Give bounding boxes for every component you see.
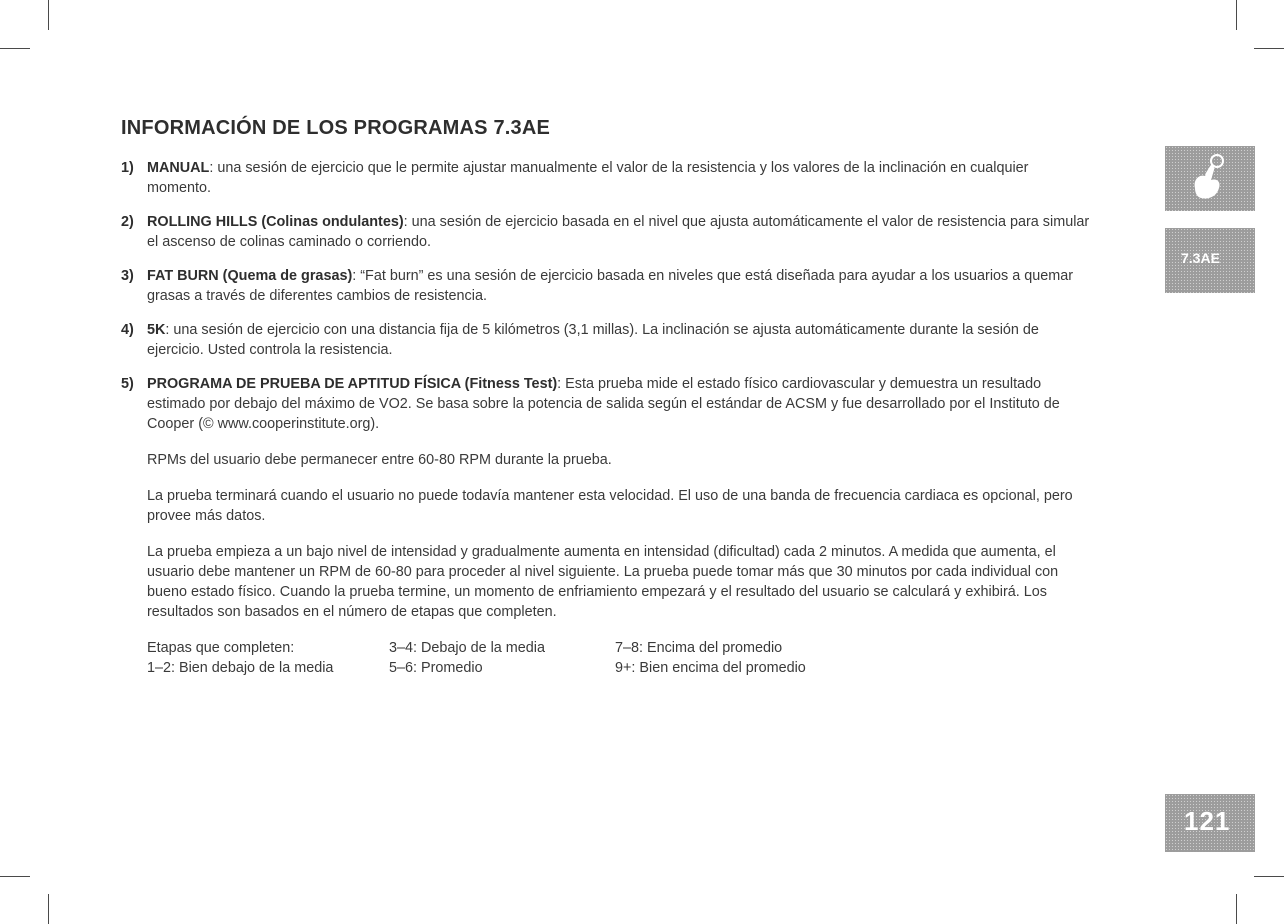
model-label: 7.3AE (1181, 250, 1220, 266)
stages-cell: 9+: Bien encima del promedio (615, 660, 806, 676)
model-tab (1165, 228, 1255, 293)
item-text (147, 320, 1091, 360)
page-number: 121 (1184, 806, 1231, 836)
program-description: : una sesión de ejercicio con una distancia fija de 5 kilómetros (3,1 millas). La inclinación se ajusta automáticamente durante la sesión de ejercicio. Usted controla la resistencia. (147, 322, 1039, 358)
program-name: FAT BURN (Quema de grasas) (147, 268, 353, 284)
program-item-rolling-hills (121, 212, 1091, 252)
stages-column (147, 638, 333, 678)
program-name: ROLLING HILLS (Colinas ondulantes) (147, 214, 404, 230)
crop-mark (1236, 894, 1237, 924)
item-text (147, 266, 1091, 306)
crop-mark (1236, 0, 1237, 30)
stages-column (389, 638, 545, 678)
touch-tab (1165, 146, 1255, 211)
program-item-fat-burn (121, 266, 1091, 306)
program-item-manual (121, 158, 1091, 198)
crop-mark (0, 876, 30, 877)
fitness-test-paragraph: RPMs del usuario debe permanecer entre 60-80 RPM durante la prueba. (147, 452, 612, 468)
program-item-fitness-test (121, 374, 1091, 678)
item-text (147, 374, 1091, 434)
item-number: 5) (121, 376, 134, 392)
item-number: 3) (121, 268, 134, 284)
program-name: MANUAL (147, 160, 210, 176)
item-number: 2) (121, 214, 134, 230)
crop-mark (0, 48, 30, 49)
crop-mark (1254, 876, 1284, 877)
program-description: : una sesión de ejercicio que le permite ajustar manualmente el valor de la resistencia y los valores de la inclinación en cualquier momento. (147, 160, 1029, 196)
stages-cell: Etapas que completen: (147, 640, 295, 656)
program-description: : una sesión de ejercicio basada en el nivel que ajusta automáticamente el valor de resistencia para simular el ascenso de colinas caminado o corriendo. (147, 214, 1090, 250)
touch-hand-icon (1165, 146, 1255, 211)
fitness-test-paragraph: La prueba terminará cuando el usuario no puede todavía mantener esta velocidad. El uso de una banda de frecuencia cardiaca es opcional, pero provee más datos. (147, 488, 1073, 524)
stages-cell: 5–6: Promedio (389, 660, 483, 676)
stages-cell: 7–8: Encima del promedio (615, 640, 783, 656)
fitness-test-paragraph: La prueba empieza a un bajo nivel de intensidad y gradualmente aumenta en intensidad (dificultad) cada 2 minutos. A medida que aumenta, el usuario debe mantener un RPM de 60-80 para proceder al nivel siguiente. La prueba puede tomar más que 30 minutos por cada individual con bueno estado físico. Cuando la prueba termine, un momento de enfriamiento empezará y el resultado del usuario se calculará y exhibirá. Los resultados son basados en el número de etapas que completen. (147, 544, 1059, 620)
page-number-tab (1165, 794, 1255, 852)
program-name: PROGRAMA DE PRUEBA DE APTITUD FÍSICA (Fitness Test) (147, 376, 558, 392)
program-description: : “Fat burn” es una sesión de ejercicio basada en niveles que está diseñada para ayudar a los usuarios a quemar grasas a través de diferentes cambios de resistencia. (147, 268, 1074, 304)
item-number: 4) (121, 322, 134, 338)
stages-table (147, 638, 1091, 678)
stages-column (615, 638, 806, 678)
item-number: 1) (121, 160, 134, 176)
program-name: 5K (147, 322, 166, 338)
item-text (147, 212, 1091, 252)
program-description: : Esta prueba mide el estado físico cardiovascular y demuestra un resultado estimado por debajo del máximo de VO2. Se basa sobre la potencia de salida según el estándar de ACSM y fue desarrollado por el Instituto de Cooper (© www.cooperinstitute.org). (147, 376, 1060, 432)
crop-mark (1254, 48, 1284, 49)
stages-cell: 1–2: Bien debajo de la media (147, 660, 334, 676)
page-title: INFORMACIÓN DE LOS PROGRAMAS 7.3AE (121, 117, 551, 139)
program-item-5k (121, 320, 1091, 360)
stages-cell: 3–4: Debajo de la media (389, 640, 546, 656)
item-text (147, 158, 1091, 198)
crop-mark (48, 894, 49, 924)
program-list (121, 158, 1091, 692)
crop-mark (48, 0, 49, 30)
